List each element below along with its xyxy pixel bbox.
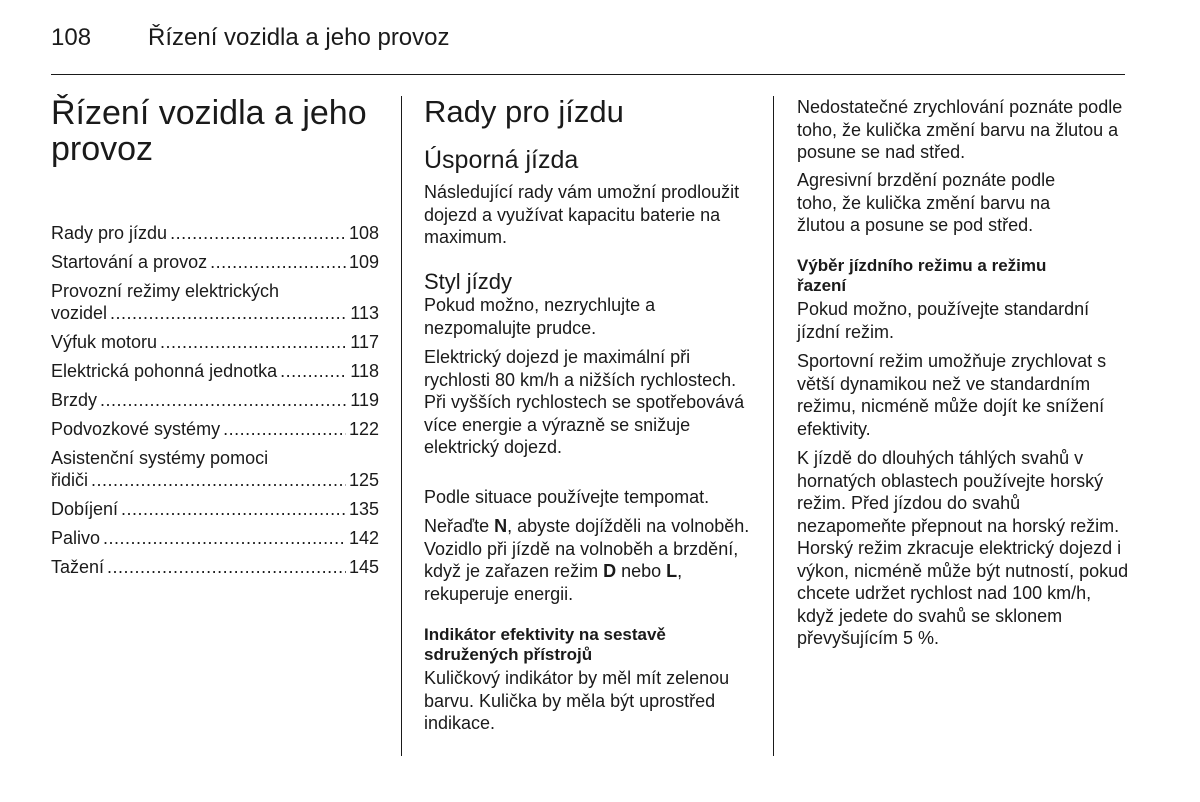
- toc-label: Tažení: [51, 557, 105, 577]
- toc-label: Palivo: [51, 528, 101, 548]
- toc-leader: [210, 251, 346, 273]
- toc-label: Podvozkové systémy: [51, 419, 221, 439]
- toc-label: Elektrická pohonná jednotka: [51, 361, 278, 381]
- section-title: Rady pro jízdu: [424, 94, 624, 129]
- toc-page: 142: [348, 528, 379, 548]
- indicator-heading: Indikátor efektivity na sestavě sdružených přístrojů: [424, 625, 666, 664]
- toc-page: 118: [350, 361, 379, 381]
- toc-label: Startování a provoz: [51, 252, 208, 272]
- style-paragraph-2: Elektrický dojezd je maximální při rychlosti 80 km/h a nižších rychlostech. Při vyšších rychlostech se spotřebovává více energie a výrazně se snižuje elektrický dojezd.: [424, 347, 745, 457]
- neutral-paragraph: Neřaďte N, abyste dojížděli na volnoběh. Vozidlo při jízdě na volnoběh a brzdění, když je zařazen režim D nebo L, rekuperuje energii.: [424, 516, 750, 604]
- toc-leader: [160, 331, 347, 353]
- table-of-contents: [51, 222, 379, 585]
- toc-page: 113: [350, 303, 379, 323]
- column-divider-1: [401, 96, 402, 756]
- toc-entry[interactable]: [51, 222, 379, 244]
- header-rule: [51, 74, 1125, 75]
- toc-label: řidiči: [51, 470, 89, 490]
- mode-paragraph-2: Sportovní režim umožňuje zrychlovat s větší dynamikou než ve standardním režimu, nicméně může dojít ke snížení efektivity.: [797, 351, 1107, 439]
- toc-leader: [103, 527, 346, 549]
- toc-page: 109: [348, 252, 379, 272]
- toc-entry[interactable]: [51, 418, 379, 440]
- toc-page: 122: [348, 419, 379, 439]
- toc-label: Dobíjení: [51, 499, 119, 519]
- toc-entry[interactable]: [51, 360, 379, 382]
- toc-page: 108: [348, 223, 379, 243]
- style-paragraph-3: Podle situace používejte tempomat.: [424, 487, 710, 507]
- style-paragraph-1: Pokud možno, nezrychlujte a nezpomalujte prudce.: [424, 295, 656, 338]
- toc-leader: [100, 389, 347, 411]
- toc-leader: [110, 302, 347, 324]
- toc-leader: [170, 222, 346, 244]
- subsection-title: Úsporná jízda: [424, 146, 579, 174]
- toc-leader: [121, 498, 346, 520]
- toc-label: Rady pro jízdu: [51, 223, 168, 243]
- chapter-title: Řízení vozidla a jeho provoz: [51, 94, 367, 168]
- mode-heading: Výběr jízdního režimu a režimu řazení: [797, 256, 1047, 295]
- column-divider-2: [773, 96, 774, 756]
- toc-label: Brzdy: [51, 390, 98, 410]
- toc-entry[interactable]: [51, 556, 379, 578]
- running-title: Řízení vozidla a jeho provoz: [148, 24, 450, 51]
- toc-page: 145: [348, 557, 379, 577]
- toc-entry[interactable]: [51, 280, 379, 324]
- toc-entry[interactable]: [51, 389, 379, 411]
- toc-leader: [107, 556, 346, 578]
- toc-entry[interactable]: [51, 498, 379, 520]
- indicator-paragraph-2: Nedostatečné zrychlování poznáte podle toho, že kulička změní barvu na žlutou a posune se nad střed.: [797, 97, 1123, 162]
- mode-paragraph-3: K jízdě do dlouhých táhlých svahů v hornatých oblastech používejte horský režim. Před jízdou do svahů nezapomeňte přepnout na horský režim. Horský režim zkracuje elektrický dojezd i výkon, nicméně může být nutností, pokud chcete udržet rychlost nad 100 km/h, když jedete do svahů se sklonem převyšujícím 5 %.: [797, 448, 1129, 648]
- indicator-paragraph-3: Agresivní brzdění poznáte podle toho, že kulička změní barvu na žlutou a posune se pod střed.: [797, 170, 1056, 235]
- toc-leader: [280, 360, 347, 382]
- toc-label-line1: Asistenční systémy pomoci: [51, 448, 269, 468]
- toc-entry[interactable]: [51, 331, 379, 353]
- toc-label: Výfuk motoru: [51, 332, 158, 352]
- toc-page: 135: [348, 499, 379, 519]
- toc-page: 117: [350, 332, 379, 352]
- toc-entry[interactable]: [51, 527, 379, 549]
- mode-paragraph-1: Pokud možno, používejte standardní jízdní režim.: [797, 299, 1090, 342]
- toc-label-line1: Provozní režimy elektrických: [51, 281, 280, 301]
- style-heading: Styl jízdy: [424, 269, 513, 294]
- toc-leader: [91, 469, 346, 491]
- page-number: 108: [51, 24, 92, 51]
- toc-entry[interactable]: [51, 251, 379, 273]
- indicator-paragraph-1: Kuličkový indikátor by měl mít zelenou barvu. Kulička by měla být uprostřed indikace.: [424, 668, 730, 733]
- toc-page: 125: [348, 470, 379, 490]
- toc-entry[interactable]: [51, 447, 379, 491]
- intro-paragraph: Následující rady vám umožní prodloužit dojezd a využívat kapacitu baterie na maximum.: [424, 182, 740, 247]
- toc-page: 119: [350, 390, 379, 410]
- toc-label: vozidel: [51, 303, 108, 323]
- toc-leader: [223, 418, 346, 440]
